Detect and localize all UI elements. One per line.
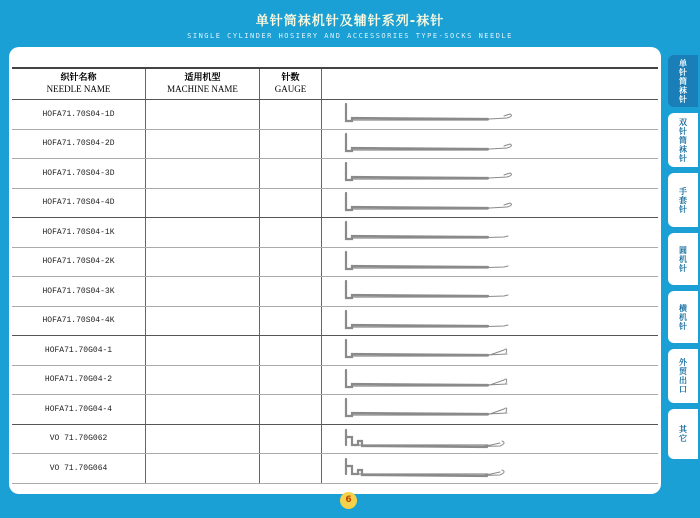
table-row — [12, 159, 658, 189]
needle-name-cell: HOFA71.70S04-1K — [12, 218, 146, 248]
gauge-cell — [260, 395, 322, 425]
needle-picture-cell — [322, 336, 659, 366]
needle-picture-cell — [322, 395, 659, 425]
needle-illustration — [322, 454, 658, 482]
gauge-cell — [260, 218, 322, 248]
needle-picture-cell — [322, 100, 659, 130]
machine-name-cell — [146, 247, 260, 277]
page-number-badge: 6 — [340, 492, 357, 509]
col-picture — [322, 68, 659, 100]
gauge-cell — [260, 277, 322, 307]
machine-name-cell — [146, 129, 260, 159]
catalog-panel — [9, 47, 661, 494]
table-row — [12, 277, 658, 307]
needle-name-cell: HOFA71.70S04-4K — [12, 306, 146, 336]
needle-picture-cell — [322, 365, 659, 395]
needle-name-cell: HOFA71.70S04-4D — [12, 188, 146, 218]
page-header-title: 单针筒袜机针及辅针系列-袜针 — [255, 14, 445, 29]
needle-picture-cell — [322, 454, 659, 484]
needle-illustration — [322, 425, 658, 453]
needle-illustration — [322, 248, 658, 276]
needle-illustration — [322, 277, 658, 305]
col-needle-name: 织针名称 NEEDLE NAME — [12, 68, 146, 100]
needle-illustration — [322, 395, 658, 423]
table-body — [12, 100, 658, 484]
col-gauge: 针数 GAUGE — [260, 68, 322, 100]
needle-illustration — [322, 366, 658, 394]
needle-picture-cell — [322, 218, 659, 248]
table-row — [12, 306, 658, 336]
machine-name-cell — [146, 188, 260, 218]
gauge-cell — [260, 454, 322, 484]
needle-picture-cell — [322, 306, 659, 336]
gauge-cell — [260, 306, 322, 336]
side-tab-5[interactable]: 横机针 — [668, 291, 698, 343]
machine-name-cell — [146, 218, 260, 248]
side-tab-3[interactable]: 手套针 — [668, 173, 698, 227]
side-tab-6[interactable]: 外贸出口 — [668, 349, 698, 403]
table-row — [12, 395, 658, 425]
machine-name-cell — [146, 365, 260, 395]
gauge-cell — [260, 159, 322, 189]
table-row — [12, 454, 658, 484]
gauge-cell — [260, 365, 322, 395]
col-machine-name: 适用机型 MACHINE NAME — [146, 68, 260, 100]
machine-name-cell — [146, 336, 260, 366]
side-tab-2[interactable]: 双针筒袜针 — [668, 113, 698, 167]
needle-picture-cell — [322, 424, 659, 454]
machine-name-cell — [146, 395, 260, 425]
needle-illustration — [322, 189, 658, 217]
needle-illustration — [322, 100, 658, 128]
machine-name-cell — [146, 277, 260, 307]
machine-name-cell — [146, 100, 260, 130]
needle-name-cell: HOFA71.70S04-3D — [12, 159, 146, 189]
machine-name-cell — [146, 454, 260, 484]
needle-picture-cell — [322, 247, 659, 277]
needle-name-cell: HOFA71.70S04-2D — [12, 129, 146, 159]
needle-illustration — [322, 307, 658, 335]
needle-name-cell: HOFA71.70S04-2K — [12, 247, 146, 277]
table-header-row — [12, 68, 658, 100]
table-row — [12, 365, 658, 395]
gauge-cell — [260, 247, 322, 277]
needle-name-cell: HOFA71.70G04-4 — [12, 395, 146, 425]
needle-name-cell: VO 71.70G064 — [12, 454, 146, 484]
gauge-cell — [260, 424, 322, 454]
needle-name-cell: HOFA71.70S04-1D — [12, 100, 146, 130]
table-row — [12, 218, 658, 248]
table-row — [12, 100, 658, 130]
needle-illustration — [322, 336, 658, 364]
gauge-cell — [260, 129, 322, 159]
needle-picture-cell — [322, 129, 659, 159]
needle-picture-cell — [322, 159, 659, 189]
machine-name-cell — [146, 424, 260, 454]
needle-picture-cell — [322, 277, 659, 307]
needle-illustration — [322, 130, 658, 158]
table-row — [12, 336, 658, 366]
needle-illustration — [322, 218, 658, 246]
machine-name-cell — [146, 159, 260, 189]
needle-picture-cell — [322, 188, 659, 218]
gauge-cell — [260, 188, 322, 218]
needle-name-cell: HOFA71.70S04-3K — [12, 277, 146, 307]
table-row — [12, 188, 658, 218]
needle-name-cell: HOFA71.70G04-2 — [12, 365, 146, 395]
gauge-cell — [260, 336, 322, 366]
table-row — [12, 129, 658, 159]
page-header-subtitle: SINGLE CYLINDER HOSIERY AND ACCESSORIES TYPE-SOCKS NEEDLE — [187, 32, 513, 40]
gauge-cell — [260, 100, 322, 130]
side-tab-4[interactable]: 圆机针 — [668, 233, 698, 285]
needle-illustration — [322, 159, 658, 187]
side-tab-7[interactable]: 其它 — [668, 409, 698, 459]
side-tab-1[interactable]: 单针筒袜针 — [668, 55, 698, 107]
needle-name-cell: VO 71.70G062 — [12, 424, 146, 454]
needle-name-cell: HOFA71.70G04-1 — [12, 336, 146, 366]
table-row — [12, 424, 658, 454]
table-row — [12, 247, 658, 277]
needle-table — [12, 67, 658, 484]
machine-name-cell — [146, 306, 260, 336]
